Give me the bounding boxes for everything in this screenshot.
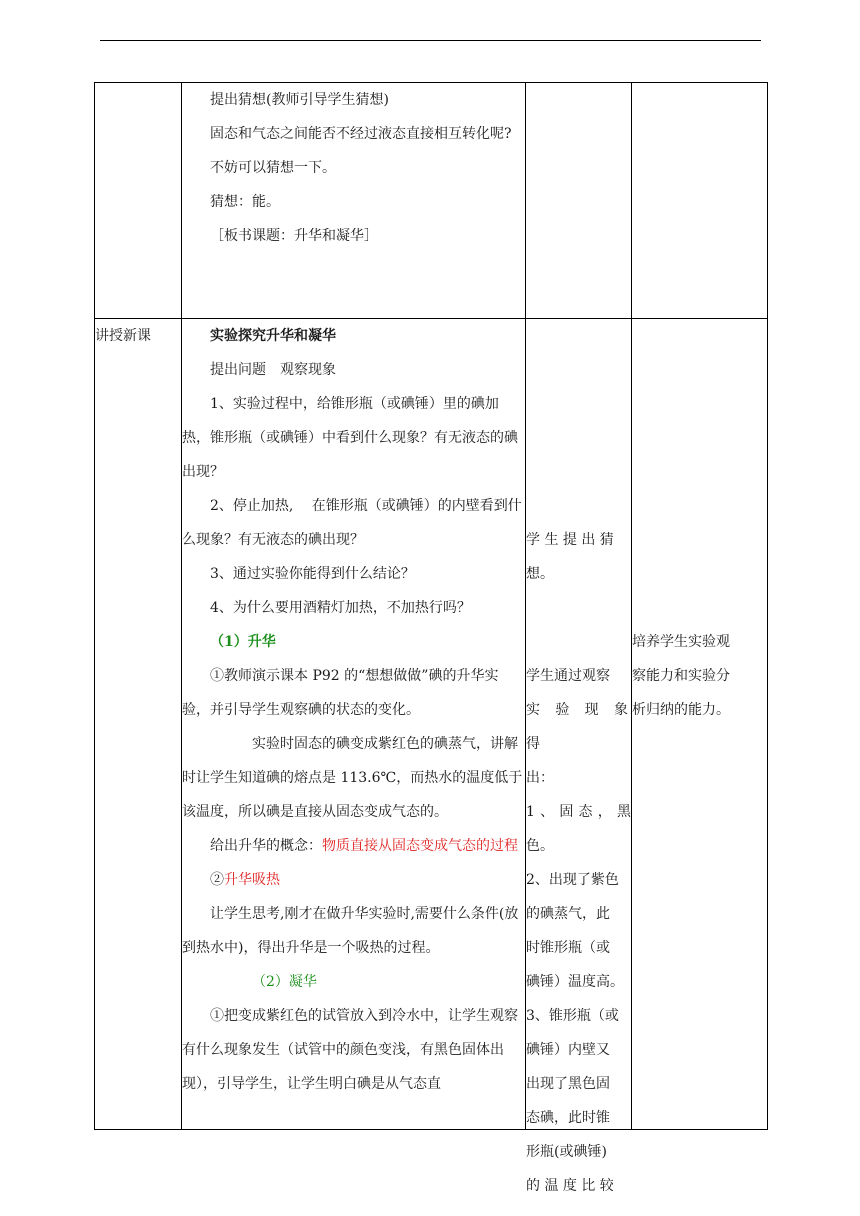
table-row	[95, 319, 768, 1130]
question-2: 2、停止加热, 在锥形瓶（或碘锤）的内壁看到什么现象？有无液态的碘出现？	[182, 498, 522, 548]
finding-line-10: 形瓶(或碘锤)	[526, 1144, 607, 1160]
table-row	[95, 83, 768, 319]
finding-line-11: 的 温 度 比 较	[526, 1178, 614, 1194]
observe-line-2: 实 验 现 象 得	[526, 702, 631, 752]
sublimation-title: （1）升华	[210, 634, 276, 650]
sublimation-reasoning: 让学生思考,刚才在做升华实验时,需要什么条件(放到热水中)，得出升华是一个吸热的过程。	[182, 906, 519, 956]
finding-line-1: 1、固态，黑色。	[526, 804, 631, 854]
student-activity-cell	[526, 319, 632, 1194]
sublimation-explanation: 实验时固态的碘变成紫红色的碘蒸气，讲解时让学生知道碘的熔点是 113.6℃，而热水的温度低于该温度，所以碘是直接从固态变成气态的。	[182, 736, 523, 820]
guess-question: 固态和气态之间能否不经过液态直接相互转化呢?	[210, 126, 512, 142]
finding-line-7: 碘锤）内壁又	[526, 1042, 610, 1058]
sublimation-demo: ①教师演示课本 P92 的“想想做做”碘的升华实验，并引导学生观察碘的状态的变化。	[182, 668, 499, 718]
student-activity-cell-empty	[526, 83, 632, 319]
intent-line-3: 析归纳的能力。	[632, 702, 730, 718]
design-intent-cell-empty	[632, 83, 768, 319]
finding-line-5: 碘锤）温度高。	[526, 974, 624, 990]
finding-line-6: 3、锥形瓶（或	[526, 1008, 619, 1024]
finding-line-4: 时锥形瓶（或	[526, 940, 610, 956]
question-1: 1、实验过程中，给锥形瓶（或碘锤）里的碘加热，锥形瓶（或碘锤）中看到什么现象？有无液态的碘出现？	[182, 396, 518, 480]
heat-marker: ②	[210, 872, 224, 888]
finding-line-2: 2、出现了紫色	[526, 872, 619, 888]
header-rule	[100, 40, 761, 41]
heat-text: 升华吸热	[224, 872, 280, 888]
stage-cell-empty	[95, 83, 182, 319]
section-heading: 实验探究升华和凝华	[210, 328, 336, 344]
sublimation-definition	[182, 829, 525, 863]
observe-line-1: 学生通过观察	[526, 668, 610, 684]
guess-answer: 猜想：能。	[210, 194, 280, 210]
section-subheading: 提出问题 观察现象	[210, 362, 336, 378]
sublimation-heat	[182, 863, 525, 897]
student-guess-line-2: 想。	[526, 566, 554, 582]
lesson-plan-table	[94, 82, 768, 1194]
definition-prefix: 给出升华的概念：	[210, 838, 322, 854]
finding-line-8: 出现了黑色固	[526, 1076, 610, 1092]
finding-line-3: 的碘蒸气，此	[526, 906, 610, 922]
stage-label: 讲授新课	[95, 328, 151, 344]
guess-invite: 不妨可以猜想一下。	[210, 160, 336, 176]
observe-line-3: 出：	[526, 770, 554, 786]
teacher-activity-cell	[182, 319, 526, 1130]
student-guess-line-1: 学 生 提 出 猜	[526, 532, 614, 548]
question-4: 4、为什么要用酒精灯加热，不加热行吗？	[210, 600, 471, 616]
deposition-title: （2）凝华	[252, 974, 317, 990]
finding-line-9: 态碘，此时锥	[526, 1110, 610, 1126]
deposition-demo: ①把变成紫红色的试管放入到冷水中，让学生观察有什么现象发生（试管中的颜色变浅，有黑色固体出现），引导学生，让学生明白碘是从气态直	[182, 1008, 518, 1092]
guess-prompt: 提出猜想(教师引导学生猜想)	[210, 92, 389, 108]
design-intent-cell	[632, 319, 768, 1130]
teacher-activity-cell	[182, 83, 526, 319]
board-title: ［板书课题：升华和凝华］	[210, 228, 378, 244]
intent-line-2: 察能力和实验分	[632, 668, 730, 684]
definition-text: 物质直接从固态变成气态的过程	[322, 838, 518, 854]
stage-cell	[95, 319, 182, 1130]
intent-line-1: 培养学生实验观	[632, 634, 730, 650]
question-3: 3、通过实验你能得到什么结论？	[210, 566, 415, 582]
